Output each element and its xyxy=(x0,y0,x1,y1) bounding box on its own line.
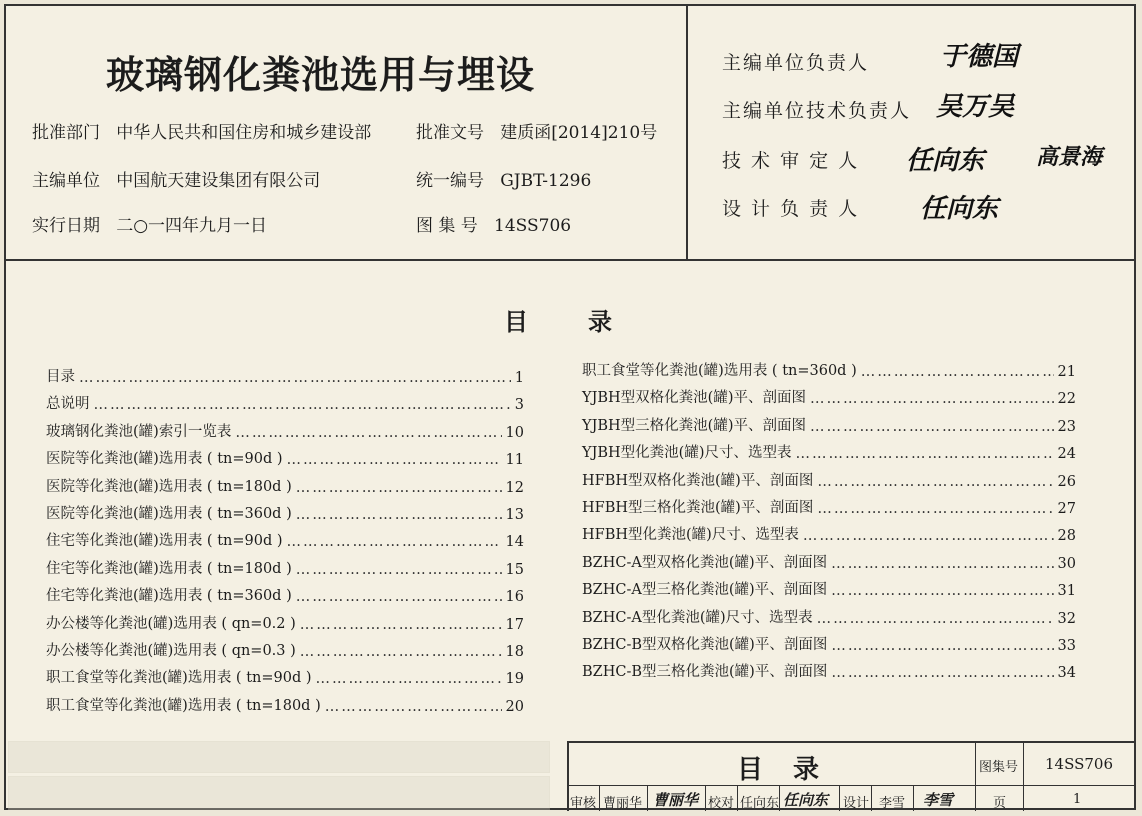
approval-number: 批准文号 建质函[2014]210号 xyxy=(416,123,658,143)
toc-leader-dots xyxy=(300,644,502,660)
unified-number: 统一编号 GJBT-1296 xyxy=(416,171,592,191)
toc-entry-page: 33 xyxy=(1057,638,1076,654)
toc-entry-page: 22 xyxy=(1057,391,1076,408)
toc-entry-page: 21 xyxy=(1057,364,1076,380)
toc-entry-title: YJBH型化粪池(罐)尺寸、选型表 xyxy=(582,445,792,462)
design-head-label: 设 计 负 责 人 xyxy=(722,198,860,220)
tb-atlas-divider-2 xyxy=(1023,741,1024,811)
toc-leader-dots xyxy=(296,507,502,523)
toc-leader-dots xyxy=(296,589,502,605)
toc-entry-page: 19 xyxy=(505,671,524,688)
toc-entry-title: HFBH型三格化粪池(罐)平、剖面图 xyxy=(582,500,814,516)
toc-leader-dots xyxy=(296,562,502,578)
toc-leader-dots xyxy=(287,452,502,468)
toc-leader-dots xyxy=(810,391,1054,407)
toc-entry-page: 12 xyxy=(505,479,524,496)
designer-name: 李雪 xyxy=(879,796,906,811)
toc-leader-dots xyxy=(316,671,502,687)
drawing-sheet xyxy=(4,4,1136,810)
toc-entry xyxy=(582,657,1076,681)
toc-left-column xyxy=(46,362,524,722)
toc-entry-title: 办公楼等化粪池(罐)选用表 ( qn=0.3 ) xyxy=(46,643,296,659)
toc-entry-title: BZHC-B型双格化粪池(罐)平、剖面图 xyxy=(582,637,828,653)
toc-entry-page: 10 xyxy=(505,424,524,441)
tb-atlas-divider xyxy=(975,741,976,811)
reviewer-name: 曹丽华 xyxy=(603,796,643,811)
toc-entry-title: 职工食堂等化粪池(罐)选用表 ( tn=180d ) xyxy=(46,697,321,714)
toc-leader-dots xyxy=(325,699,502,715)
toc-entry-title: 住宅等化粪池(罐)选用表 ( tn=90d ) xyxy=(46,533,283,550)
toc-leader-dots xyxy=(831,665,1053,681)
toc-leader-dots xyxy=(810,419,1054,435)
toc-entry-page: 24 xyxy=(1057,446,1076,463)
title-block-title: 目录 xyxy=(737,755,850,785)
check-label: 校对 xyxy=(708,796,735,811)
toc-entry-page: 31 xyxy=(1057,583,1076,600)
tb-cell-divider xyxy=(737,786,738,811)
toc-entry-title: 玻璃钢化粪池(罐)索引一览表 xyxy=(46,423,232,440)
page-number: 1 xyxy=(1073,792,1082,807)
design-label: 设计 xyxy=(843,796,870,811)
toc-leader-dots xyxy=(817,474,1053,490)
atlas-no-label: 图集号 xyxy=(979,760,1019,775)
toc-leader-dots xyxy=(796,446,1054,462)
toc-entry xyxy=(46,554,524,578)
toc-entry xyxy=(582,383,1076,407)
tb-cell-divider xyxy=(779,786,780,811)
toc-entry-page: 13 xyxy=(505,507,524,523)
toc-entry-title: 住宅等化粪池(罐)选用表 ( tn=360d ) xyxy=(46,588,292,605)
toc-leader-dots xyxy=(79,370,511,386)
reviewer-signature: 曹丽华 xyxy=(653,791,699,809)
toc-entry-title: 医院等化粪池(罐)选用表 ( tn=90d ) xyxy=(46,451,283,468)
toc-entry xyxy=(46,609,524,633)
toc-entry-title: HFBH型化粪池(罐)尺寸、选型表 xyxy=(582,527,799,544)
toc-entry xyxy=(46,636,524,660)
toc-entry-page: 23 xyxy=(1057,418,1076,435)
tb-top-line xyxy=(567,741,1136,743)
toc-entry xyxy=(582,548,1076,572)
toc-entry xyxy=(46,663,524,687)
toc-entry-title: 医院等化粪池(罐)选用表 ( tn=360d ) xyxy=(46,506,292,522)
toc-leader-dots xyxy=(817,611,1054,627)
toc-entry-page: 34 xyxy=(1057,665,1076,682)
toc-entry-title: 职工食堂等化粪池(罐)选用表 ( tn=360d ) xyxy=(582,363,857,379)
toc-entry-title: 医院等化粪池(罐)选用表 ( tn=180d ) xyxy=(46,478,292,495)
atlas-no-value: 14SS706 xyxy=(1045,755,1114,773)
bleed-through-mark xyxy=(8,776,550,810)
toc-entry xyxy=(582,466,1076,490)
toc-entry-title: BZHC-B型三格化粪池(罐)平、剖面图 xyxy=(582,664,828,681)
toc-entry-title: BZHC-A型化粪池(罐)尺寸、选型表 xyxy=(582,609,813,626)
toc-entry xyxy=(582,438,1076,462)
toc-entry xyxy=(582,520,1076,544)
toc-entry-page: 11 xyxy=(505,452,524,469)
toc-entry xyxy=(582,603,1076,627)
tb-cell-divider xyxy=(913,786,914,811)
toc-entry-page: 15 xyxy=(505,561,524,578)
toc-entry xyxy=(46,526,524,550)
approval-dept: 批准部门 中华人民共和国住房和城乡建设部 xyxy=(32,123,372,143)
checker-name: 任向东 xyxy=(740,796,780,811)
toc-entry-title: 住宅等化粪池(罐)选用表 ( tn=180d ) xyxy=(46,560,292,577)
toc-leader-dots xyxy=(296,480,502,496)
signature-tech-head: 吴万吴 xyxy=(936,92,1015,122)
toc-leader-dots xyxy=(94,397,511,413)
title-block xyxy=(567,741,1136,811)
technical-reviewer-label: 技 术 审 定 人 xyxy=(722,150,860,172)
toc-right-column xyxy=(582,356,1076,686)
toc-entry-page: 26 xyxy=(1057,473,1076,490)
bleed-through-mark xyxy=(8,741,550,773)
toc-entry-title: 总说明 xyxy=(46,396,90,413)
toc-entry-title: BZHC-A型三格化粪池(罐)平、剖面图 xyxy=(582,582,828,599)
page-label: 页 xyxy=(993,796,1007,811)
toc-entry-page: 20 xyxy=(505,698,524,715)
signature-reviewer: 任向东 xyxy=(906,146,985,176)
toc-entry-page: 27 xyxy=(1057,501,1076,517)
chief-tech-head-label: 主编单位技术负责人 xyxy=(722,100,912,122)
signature-chief-head: 于德国 xyxy=(940,42,1019,72)
toc-entry-title: YJBH型三格化粪池(罐)平、剖面图 xyxy=(582,417,806,434)
toc-leader-dots xyxy=(235,425,501,441)
toc-leader-dots xyxy=(803,528,1054,544)
toc-entry xyxy=(582,630,1076,654)
toc-entry-title: BZHC-A型双格化粪池(罐)平、剖面图 xyxy=(582,554,828,571)
tb-cell-divider xyxy=(647,786,648,811)
editor-unit: 主编单位 中国航天建设集团有限公司 xyxy=(32,171,321,191)
toc-leader-dots xyxy=(861,364,1054,380)
toc-entry-title: 职工食堂等化粪池(罐)选用表 ( tn=90d ) xyxy=(46,670,312,687)
tb-cell-divider xyxy=(705,786,706,811)
toc-entry-page: 32 xyxy=(1057,610,1076,627)
toc-entry-page: 3 xyxy=(514,397,524,414)
toc-leader-dots xyxy=(831,583,1053,599)
toc-entry xyxy=(46,389,524,413)
tb-mid-line xyxy=(567,785,1136,786)
tb-cell-divider xyxy=(599,786,600,811)
toc-leader-dots xyxy=(300,617,502,633)
tb-left-line xyxy=(567,741,569,811)
toc-entry xyxy=(582,411,1076,435)
atlas-title: 玻璃钢化粪池选用与埋设 xyxy=(106,52,536,97)
toc-leader-dots xyxy=(817,501,1053,517)
toc-entry-page: 16 xyxy=(505,589,524,606)
toc-leader-dots xyxy=(287,534,502,550)
toc-entry xyxy=(582,575,1076,599)
tb-cell-divider xyxy=(871,786,872,811)
designer-signature: 李雪 xyxy=(923,791,954,809)
toc-entry-page: 30 xyxy=(1057,555,1076,572)
checker-signature: 任向东 xyxy=(783,791,829,809)
chief-unit-head-label: 主编单位负责人 xyxy=(722,52,870,74)
toc-heading: 目录 xyxy=(504,307,672,336)
toc-leader-dots xyxy=(831,556,1053,572)
effective-date: 实行日期 二○一四年九月一日 xyxy=(32,216,268,236)
signature-reviewer-2: 高景海 xyxy=(1036,144,1103,170)
toc-entry-title: 办公楼等化粪池(罐)选用表 ( qn=0.2 ) xyxy=(46,615,296,632)
toc-entry xyxy=(46,417,524,441)
tb-cell-divider xyxy=(839,786,840,811)
toc-entry xyxy=(46,444,524,468)
toc-entry xyxy=(46,499,524,523)
atlas-number: 图 集 号 14SS706 xyxy=(416,216,572,236)
toc-entry xyxy=(582,493,1076,517)
review-label: 审核 xyxy=(570,796,597,811)
toc-entry-page: 14 xyxy=(505,534,524,551)
toc-entry xyxy=(46,691,524,715)
toc-entry-page: 17 xyxy=(505,616,524,633)
header-divider xyxy=(6,259,1134,261)
toc-entry-title: HFBH型双格化粪池(罐)平、剖面图 xyxy=(582,472,814,489)
toc-entry xyxy=(582,356,1076,380)
toc-entry xyxy=(46,472,524,496)
toc-entry xyxy=(46,581,524,605)
toc-entry-page: 28 xyxy=(1057,528,1076,545)
toc-entry-title: 目录 xyxy=(46,369,75,385)
toc-entry-title: YJBH型双格化粪池(罐)平、剖面图 xyxy=(582,390,806,407)
toc-entry-page: 1 xyxy=(514,370,524,386)
header-vertical-divider xyxy=(686,6,688,261)
toc-entry-page: 18 xyxy=(505,644,524,660)
toc-leader-dots xyxy=(831,638,1053,654)
toc-entry xyxy=(46,362,524,386)
signature-design-head: 任向东 xyxy=(920,194,999,224)
